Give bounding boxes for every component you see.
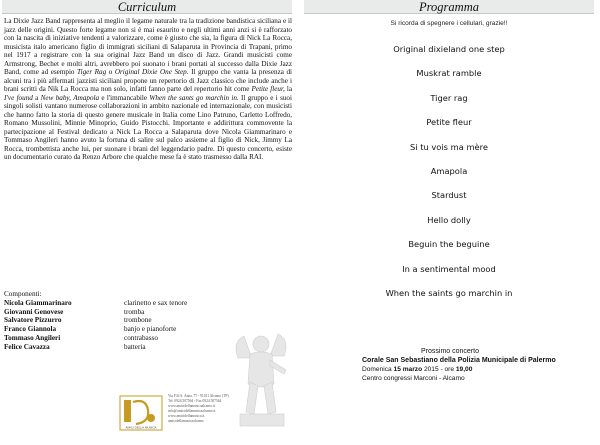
next-concert-title: Prossimo concerto bbox=[421, 348, 479, 355]
bio-paragraph: La Dixie Jazz Band rappresenta al meglio il legame naturale tra la tradizione bandistica siciliana e il jazz delle origini. Questo forte legame non si è mai esaurito e negli ultimi anni anzi si è rafforzato con la nascita di iniziative tendenti a valorizzare, come è giusto che sia, la figura di Nick La Rocca, musicista italo americano figlio di immigrati siciliani di Salaparuta in Provincia di Trapani, primo nel 1917 a registrare con la sua original Jazz Band un disco di Jazz. Grandi musicisti come Armstrong, Bechet e molti altri, avrebbero poi suonato i brani portati al successo dalla Dixie Jazz Band, come ad esempio bbox=[4, 17, 292, 76]
member-name: Nicola Giammarinaro bbox=[4, 299, 72, 307]
members-list bbox=[4, 299, 234, 351]
program-item: Hello dolly bbox=[427, 214, 471, 225]
program-item: Beguin the beguine bbox=[408, 239, 490, 250]
program-item: In a sentimental mood bbox=[402, 263, 496, 274]
date-year: 2015 - ore bbox=[422, 366, 456, 373]
cherub-statue-image bbox=[230, 328, 292, 428]
next-concert-venue: Centro congressi Marconi - Alcamo bbox=[362, 375, 465, 382]
curriculum-text bbox=[4, 17, 292, 162]
song-title: When the sants go marchin in. bbox=[149, 93, 239, 102]
date-time: 19,00 bbox=[455, 366, 473, 373]
song-title: I've found bbox=[4, 93, 33, 102]
curriculum-title: Curriculum bbox=[2, 0, 292, 14]
program-page bbox=[300, 0, 600, 445]
contact-line: www.amicidellamusica.it bbox=[168, 413, 205, 418]
song-title: New baby, bbox=[40, 93, 71, 102]
member-instrument: banjo e pianoforte bbox=[124, 325, 177, 334]
member-name: Salvatore Pizzurro bbox=[4, 316, 62, 325]
phone-notice: Si ricorda di spegnere i cellulari, grazie!! bbox=[390, 20, 508, 27]
bio-connector: a bbox=[32, 93, 41, 102]
components-title: Componenti: bbox=[4, 290, 42, 298]
next-concert-event: Corale San Sebastiano della Polizia Municipale di Palermo bbox=[362, 357, 556, 364]
music-association-logo bbox=[118, 394, 164, 432]
bio-paragraph: Il gruppo che vanta la presenza di alcuni tra i più affermati jazzisti siciliani propone un repertorio di Jazz classico che include anche i brani scritti da Nik La Rocca ma non solo, infatti fanno parte del repertorio hit come bbox=[4, 68, 293, 93]
program-item: Si tu vois ma mère bbox=[410, 141, 488, 152]
contact-line: info@amicidellamusicaalcamo.it bbox=[168, 408, 216, 413]
member-row bbox=[4, 343, 234, 352]
member-instrument: trombone bbox=[124, 316, 152, 325]
song-title: Amapola bbox=[73, 93, 100, 102]
program-item: Original dixieland one step bbox=[393, 44, 505, 54]
date-prefix: Domenica bbox=[362, 366, 394, 373]
member-row bbox=[4, 334, 234, 343]
program-item: Petite fleur bbox=[426, 117, 472, 128]
member-row bbox=[4, 316, 234, 325]
member-row bbox=[4, 308, 234, 317]
member-name: Felice Cavazza bbox=[4, 342, 50, 351]
program-title: Programma bbox=[304, 0, 594, 14]
member-row bbox=[4, 325, 234, 334]
song-title: Original Dixie One Step. bbox=[114, 68, 189, 76]
member-instrument: tromba bbox=[124, 307, 145, 316]
member-instrument: clarinetto e sax tenore bbox=[124, 299, 188, 307]
contact-line: Tel. 0924.507564 - Fax 0924.507564 bbox=[168, 398, 222, 403]
member-instrument: contrabasso bbox=[124, 333, 158, 342]
program-item: When the saints go marchin in bbox=[385, 287, 513, 298]
program-item: Muskrat ramble bbox=[416, 68, 482, 79]
contact-line: www.amicidellamusicaalcamo.it bbox=[168, 403, 215, 408]
bio-connector: e l'immancabile bbox=[99, 93, 150, 102]
bio-connector: la bbox=[284, 85, 292, 93]
date-day: 15 marzo bbox=[393, 366, 423, 373]
program-item: Stardust bbox=[431, 190, 467, 201]
member-name: Franco Giannola bbox=[4, 325, 57, 334]
program-item: Tiger rag bbox=[430, 92, 468, 103]
bio-paragraph: Il gruppo e i suoi singoli solisti vantano numerose collaborazioni in ambito nazionale ed internazionale, con musicisti che hanno fatto la storia di questo genere musicale in Italia come Lino Patruno, Carletto Loffredo, Romano Mussolini, Minnie Minoprio, Guido Pistocchi. Importante e addirittura commovente la partecipazione al Festival dedicato a Nick La Rocca a Salaparuta dove Nicola Giammarinaro e Tommaso Angileri hanno avuto la fortuna di salire sul palco assieme al figlio di Nick, Jimmy La Rocca, trombettista anche lui, per suonare i brani del leggendario padre. Di questo concerto, esiste un documentario curato da Renzo Arbore che qualche mese fa è stato trasmesso dalla RAI. bbox=[4, 93, 292, 161]
song-title: Tiger Rag bbox=[77, 68, 107, 76]
member-name: Giovanni Genovese bbox=[4, 307, 64, 316]
contact-line: Via F.lli S. Anna, 77 - 91011 Alcamo (TP) bbox=[168, 394, 229, 398]
contact-line: amicidellamusicaalcamo bbox=[168, 418, 204, 423]
bio-connector: o bbox=[106, 68, 115, 76]
program-list bbox=[304, 44, 594, 312]
next-concert-date bbox=[362, 366, 472, 373]
member-instrument: batteria bbox=[124, 342, 146, 351]
program-item: Amapola bbox=[430, 165, 468, 176]
member-row bbox=[4, 299, 234, 308]
svg-text:AMICI DELLA MUSICA: AMICI DELLA MUSICA bbox=[125, 425, 157, 430]
member-name: Tommaso Angileri bbox=[4, 333, 61, 342]
song-title: Petite fleur, bbox=[251, 85, 285, 93]
